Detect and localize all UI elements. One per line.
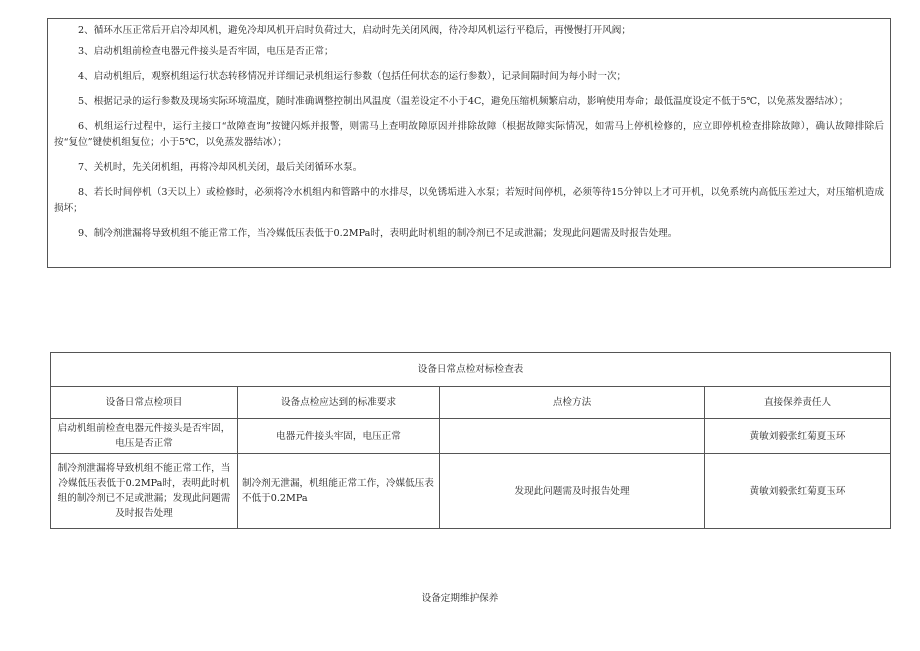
table-row xyxy=(51,419,891,454)
procedure-step-3: 3、启动机组前检查电器元件接头是否牢固，电压是否正常； xyxy=(78,46,334,57)
operating-procedure-box xyxy=(47,18,891,268)
procedure-step-9: 9、制冷剂泄漏将导致机组不能正常工作，当冷媒低压表低于0.2MPa时，表明此时机组的制冷剂已不足或泄漏；发现此问题需及时报告处理。 xyxy=(78,228,678,239)
column-header-method: 点检方法 xyxy=(440,387,705,419)
procedure-step-2: 2、循环水压正常后开启冷却风机，避免冷却风机开启时负荷过大，启动时先关闭风阀，待冷却风机运行平稳后，再慢慢打开风阀； xyxy=(78,25,631,36)
daily-inspection-table xyxy=(50,352,891,529)
column-header-standard: 设备点检应达到的标准要求 xyxy=(238,387,440,419)
cell-standard: 制冷剂无泄漏，机组能正常工作，冷媒低压表不低于0.2MPa xyxy=(238,454,440,529)
cell-method xyxy=(440,419,705,454)
table-row xyxy=(51,454,891,529)
column-header-item: 设备日常点检项目 xyxy=(51,387,238,419)
procedure-step-5: 5、根据记录的运行参数及现场实际环境温度，随时准确调整控制出风温度（温差设定不小于4C，避免压缩机频繁启动，影响使用寿命；最低温度设定不低于5℃，以免蒸发器结冰）； xyxy=(78,96,849,107)
cell-person: 黄敏刘毅张红菊夏玉环 xyxy=(705,419,891,454)
cell-method: 发现此问题需及时报告处理 xyxy=(440,454,705,529)
cell-standard: 电器元件接头牢固，电压正常 xyxy=(238,419,440,454)
cell-item: 启动机组前检查电器元件接头是否牢固，电压是否正常 xyxy=(51,419,238,454)
procedure-step-4: 4、启动机组后，观察机组运行状态转移情况并详细记录机组运行参数（包括任何状态的运行参数），记录间隔时间为每小时一次； xyxy=(78,71,627,82)
column-header-person: 直接保养责任人 xyxy=(705,387,891,419)
table-title: 设备日常点检对标检查表 xyxy=(51,353,891,387)
procedure-step-7: 7、关机时，先关闭机组，再将冷却风机关闭，最后关闭循环水泵。 xyxy=(78,162,363,173)
cell-person: 黄敏刘毅张红菊夏玉环 xyxy=(705,454,891,529)
procedure-step-8: 8、若长时间停机（3天以上）或检修时，必须将冷水机组内和管路中的水排尽，以免锈垢进入水泵；若短时间停机，必须等待15分钟以上才可开机，以免系统内高低压差过大，对压缩机造成损坏； xyxy=(54,187,884,214)
cell-item: 制冷剂泄漏将导致机组不能正常工作，当冷媒低压表低于0.2MPa时，表明此时机组的制冷剂已不足或泄漏；发现此问题需及时报告处理 xyxy=(51,454,238,529)
procedure-step-6: 6、机组运行过程中，运行主接口“故障查询”按键闪烁并报警，则需马上查明故障原因并排除故障（根据故障实际情况，如需马上停机检修的，应立即停机检查排除故障），确认故障排除后按“复位”键使机组复位；小于5℃，以免蒸发器结冰）； xyxy=(54,121,884,148)
section-title: 设备定期维护保养 xyxy=(421,593,499,604)
